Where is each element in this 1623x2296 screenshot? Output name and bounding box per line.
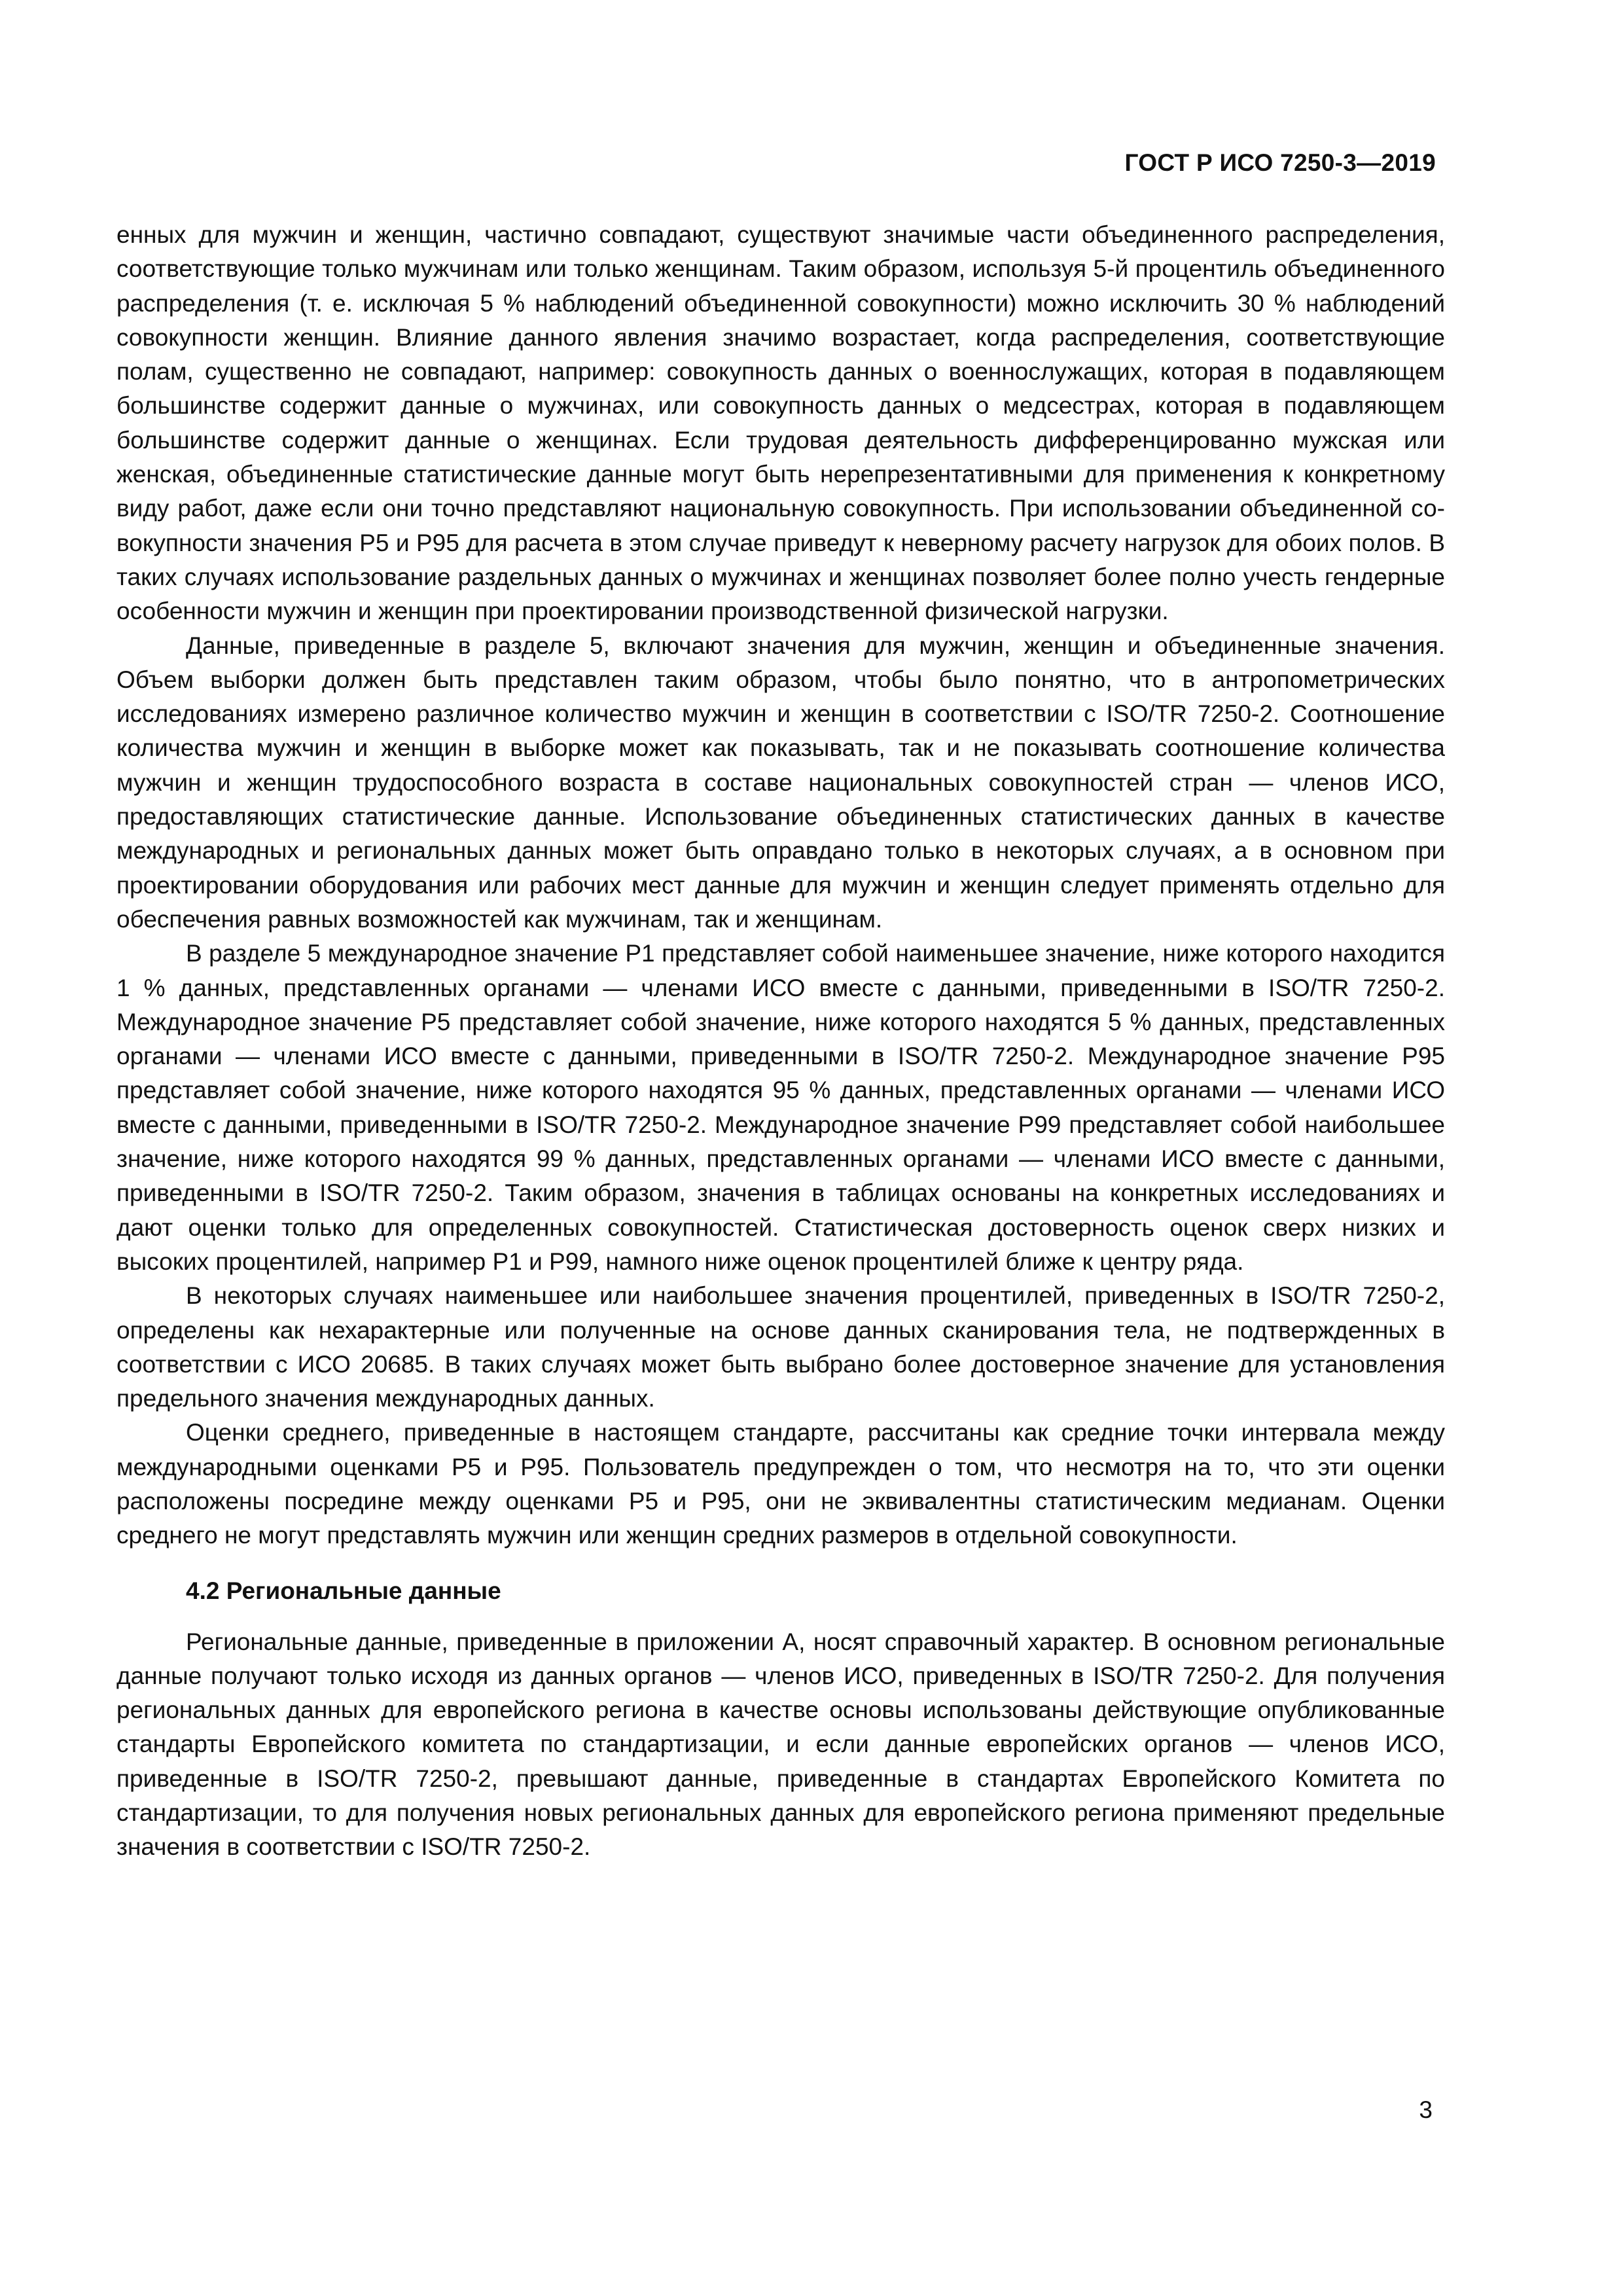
paragraph-mean-estimates: Оценки среднего, приведенные в настоящем стандарте, рассчитаны как средние точки интервала между международными оценками P5 и P95. Пользователь предупрежден о том, что несмотря на то, что эти оценки расположены посредине между оценками P5 и P95, они не эквивалентны статистическим медианам. Оценки среднего не могут представлять мужчин или женщин средних размеров в отдельной совокупности. xyxy=(116,1419,1445,1549)
document-body xyxy=(116,218,1445,1865)
paragraph-extreme-percentiles: В некоторых случаях наименьшее или наибольшее значения процентилей, приведенных в ISO/TR 7250-2, определены как нехарактерные или полученные на основе данных сканирования тела, не подтвержденных в соответствии с ИСО 20685. В таких случаях может быть выбрано более достоверное значение для установления предельного значения международных данных. xyxy=(116,1282,1445,1412)
standard-code-header: ГОСТ Р ИСО 7250-3—2019 xyxy=(1124,149,1436,176)
paragraph-percentile-definitions: В разделе 5 международное значение P1 представляет собой наименьшее значение, ниже которого находится 1 % данных, представленных органами — членами ИСО вместе с данными, приведенными в ISO/TR 7250-2. Международное значение P5 представляет собой значение, ниже которого находятся 5 % данных, представленных органами — членами ИСО вместе с данными, приведенными в ISO/TR 7250-2. Международное значение P95 представляет собой значение, ниже которого находятся 95 % данных, представленных органами — членами ИСО вместе с данными, приведенными в ISO/TR 7250-2. Международное значение P99 представляет собой наибольшее значение, ниже которого находятся 99 % данных, представленных органами — членами ИСО вместе с данными, приведенными в ISO/TR 7250-2. Таким образом, значения в таблицах основаны на конкретных исследованиях и дают оценки только для определенных совокупностей. Статистическая достоверность оценок сверх низких и высоких процентилей, например P1 и P99, намного ниже оценок процентилей ближе к центру ряда. xyxy=(116,940,1445,1275)
paragraph-continuation: енных для мужчин и женщин, частично совпадают, существуют значимые части объединенного распределения, соответствующие только мужчинам или только женщинам. Таким образом, используя 5-й процентиль объединенного распределения (т. е. исключая 5 % наблюдений объединенной совокупности) можно исключить 30 % наблюдений совокупности женщин. Влияние данного явления значимо возрастает, когда распределения, соответствующие полам, существенно не совпадают, например: совокупность данных о военнослужащих, которая в подавляющем большинстве содержит данные о мужчинах, или совокупность данных о медсестрах, которая в подавляющем большинстве содержит данные о женщинах. Если трудовая деятельность дифференцированно мужская или женская, объединенные статистические данные могут быть нерепрезентативными для применения к конкретному виду работ, даже если они точно представляют национальную совокупность. При использовании объединенной совокупности значения P5 и P95 для расчета в этом случае приведут к неверному расчету нагрузок для обоих полов. В таких случаях использование раздельных данных о мужчинах и женщинах позволяет более полно учесть гендерные особенности мужчин и женщин при проектировании производственной физической нагрузки. xyxy=(116,221,1445,625)
paragraph-regional-data: Региональные данные, приведенные в приложении А, носят справочный характер. В основном региональные данные получают только исходя из данных органов — членов ИСО, приведенных в ISO/TR 7250-2. Для получения региональных данных для европейского региона в качестве основы использованы действующие опубликованные стандарты Европейского комитета по стандартизации, и если данные европейских органов — членов ИСО, приведенные в ISO/TR 7250-2, превышают данные, приведенные в стандартах Европейского Комитета по стандартизации, то для получения новых региональных данных для европейского региона применяют предельные значения в соответствии с ISO/TR 7250-2. xyxy=(116,1628,1445,1861)
section-heading-regional-data: 4.2 Региональные данные xyxy=(186,1577,501,1604)
page-number: 3 xyxy=(1419,2096,1433,2123)
paragraph-combined-data: Данные, приведенные в разделе 5, включают значения для мужчин, женщин и объединенные значения. Объем выборки должен быть представлен таким образом, чтобы было понятно, что в антропометрических исследованиях измерено различное количество мужчин и женщин в соответствии с ISO/TR 7250-2. Соотношение количества мужчин и женщин в выборке может как показывать, так и не показывать соотношение количества мужчин и женщин трудоспособного возраста в составе национальных совокупностей стран — членов ИСО, предоставляющих статистические данные. Использование объединенных статистических данных в качестве международных и региональных данных может быть оправдано только в некоторых случаях, а в основном при проектировании оборудования или рабочих мест данные для мужчин и женщин следует применять отдельно для обеспечения равных возможностей как мужчинам, так и женщинам. xyxy=(116,632,1445,933)
